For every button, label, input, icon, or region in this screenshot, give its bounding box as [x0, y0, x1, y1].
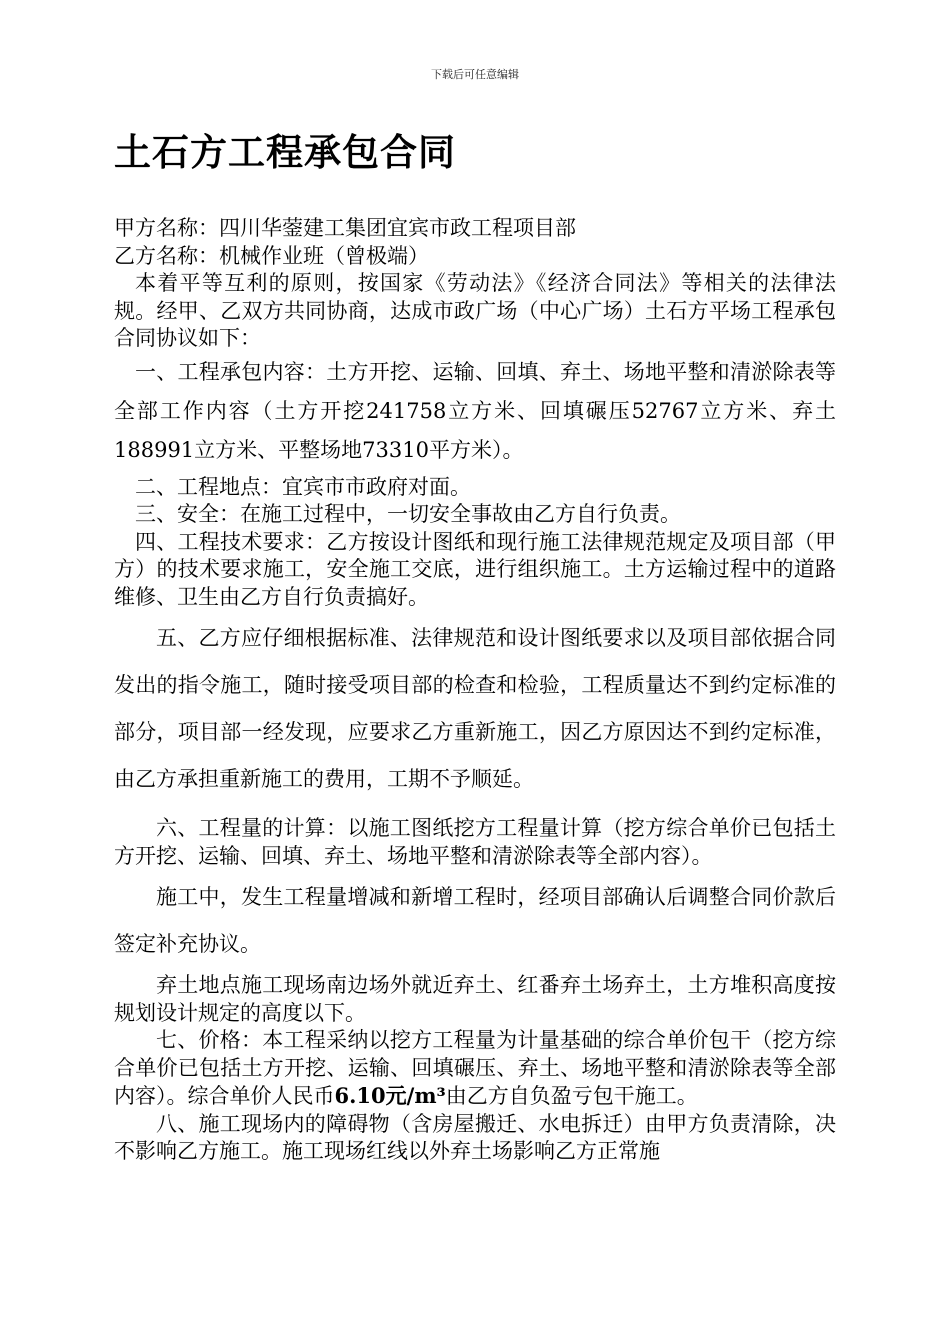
clause-7-unit-price: 6.10元/m³: [334, 1083, 446, 1108]
clause-6-adjustment: 施工中，发生工程量增减和新增工程时，经项目部确认后调整合同价款后签定补充协议。: [114, 885, 836, 956]
clause-3: 三、安全：在施工过程中，一切安全事故由乙方自行负责。: [135, 502, 681, 526]
clause-2: 二、工程地点：宜宾市市政府对面。: [135, 474, 471, 499]
clause-6: 六、工程量的计算：以施工图纸挖方工程量计算（挖方综合单价已包括土方开挖、运输、回填、弃土、场地平整和清淤除表等全部内容）。: [114, 816, 836, 868]
party-b: 乙方名称：机械作业班（曾极端）: [114, 243, 429, 268]
intro-paragraph: 本着平等互利的原则，按国家《劳动法》《经济合同法》等相关的法律法规。经甲、乙双方共同协商，达成市政广场（中心广场）土石方平场工程承包合同协议如下：: [114, 271, 836, 350]
clause-7-text: 七、价格：本工程采纳以挖方工程量为计量基础的综合单价包干（挖方综合单价已包括土方开挖、运输、回填碾压、弃土、场地平整和清淤除表等全部内容）。综合单价人民币: [114, 1028, 836, 1108]
clause-5: 五、乙方应仔细根据标准、法律规范和设计图纸要求以及项目部依据合同发出的指令施工，随时接受项目部的检查和检验，工程质量达不到约定标准的部分，项目部一经发现，应要求乙方重新施工，因乙方原因达不到约定标准，由乙方承担重新施工的费用，工期不予顺延。: [114, 626, 836, 791]
clause-4: 四、工程技术要求：乙方按设计图纸和现行施工法律规范规定及项目部（甲方）的技术要求施工，安全施工交底，进行组织施工。土方运输过程中的道路维修、卫生由乙方自行负责搞好。: [114, 529, 836, 609]
document-body: [114, 215, 836, 1166]
clause-7: [114, 1027, 836, 1111]
clause-6-spoil-site: 弃土地点施工现场南边场外就近弃土、红番弃土场弃土，土方堆积高度按规划设计规定的高度以下。: [114, 973, 836, 1025]
page-header-note: 下载后可任意编辑: [431, 68, 519, 81]
clause-1: 一、工程承包内容：土方开挖、运输、回填、弃土、场地平整和清淤除表等全部工作内容（土方开挖241758立方米、回填碾压52767立方米、弃土188991立方米、平整场地73310平方米）。: [114, 359, 836, 462]
document-title: 土石方工程承包合同: [114, 131, 456, 174]
clause-8: 八、施工现场内的障碍物（含房屋搬迁、水电拆迁）由甲方负责清除，决不影响乙方施工。施工现场红线以外弃土场影响乙方正常施: [114, 1111, 836, 1163]
party-a: 甲方名称：四川华蓥建工集团宜宾市政工程项目部: [114, 216, 576, 240]
clause-7-text-end: 由乙方自负盈亏包干施工。: [445, 1084, 698, 1108]
